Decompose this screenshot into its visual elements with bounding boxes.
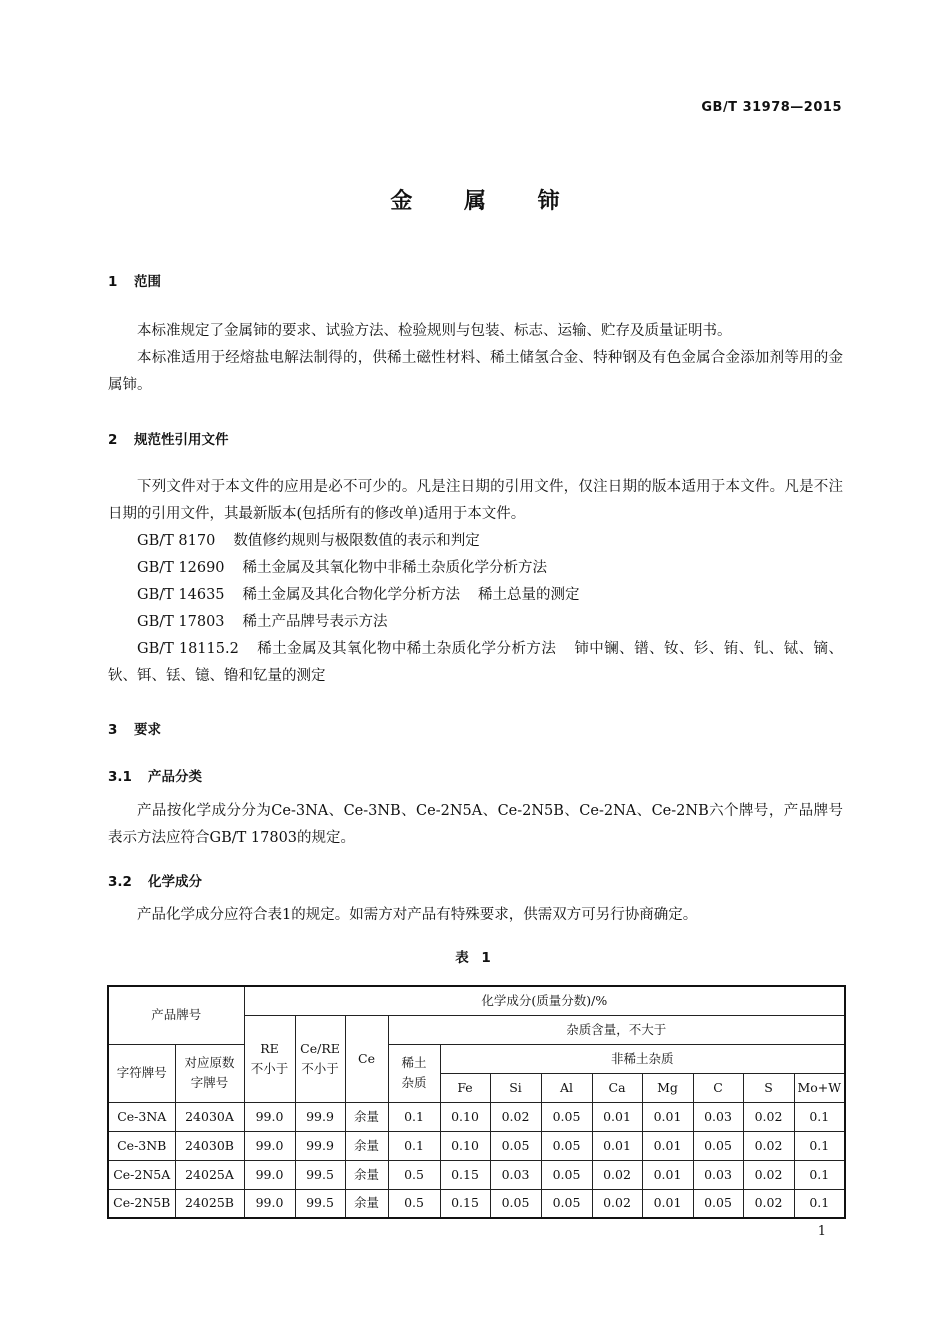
reference-code: GB/T 18115.2 [137,641,239,657]
table-cell: 0.05 [541,1160,592,1189]
table-cell: Ce-3NA [108,1102,175,1131]
table-cell: 0.05 [541,1102,592,1131]
table-row [108,1102,845,1131]
section-3-2-text: 产品化学成分应符合表1的规定。如需方对产品有特殊要求，供需双方可另行协商确定。 [137,907,698,923]
table-cell: 余量 [345,1102,388,1131]
section-number: 3.1 [108,769,132,785]
header-chem-comp: 化学成分(质量分数)/% [244,986,845,1015]
table-cell: 0.01 [592,1102,642,1131]
document-title: 金 属 铈 [390,189,582,214]
reference-item [137,609,843,636]
table-cell: 0.02 [490,1102,541,1131]
section-2-intro: 下列文件对于本文件的应用是必不可少的。凡是注日期的引用文件，仅注日期的版本适用于本文件。凡是不注日期的引用文件，其最新版本(包括所有的修改单)适用于本文件。 [108,479,843,522]
table-cell: 0.02 [743,1160,794,1189]
header-ce: Ce [345,1015,388,1102]
element-c: C [693,1073,743,1102]
table-cell: 0.03 [693,1102,743,1131]
table-caption: 表 1 [455,950,495,966]
reference-subtitle: 稀土总量的测定 [478,587,580,603]
table-cell: 0.1 [388,1131,440,1160]
section-number: 1 [108,274,118,290]
table-cell: 0.1 [794,1102,845,1131]
reference-title: 稀土金属及其氧化物中稀土杂质化学分析方法 [256,641,557,657]
table-cell: 24030A [175,1102,244,1131]
table-row [108,1189,845,1218]
table-cell: 0.05 [541,1189,592,1218]
table-cell: 0.03 [693,1160,743,1189]
table-cell: 0.10 [440,1131,490,1160]
reference-title: 稀土产品牌号表示方法 [242,614,388,630]
section-1-heading [108,270,161,290]
page-number: 1 [817,1224,826,1239]
table-cell: 余量 [345,1160,388,1189]
reference-subtitle: 铈中镧、镨、钕、钐、铕、钆、铽、镝、钬、铒、铥、镱、镥和钇量的测定 [108,641,844,684]
section-title: 化学成分 [148,874,202,890]
table-cell: 99.5 [295,1189,345,1218]
table-cell: Ce-2N5A [108,1160,175,1189]
table-cell: 0.05 [490,1189,541,1218]
header-rare-earth-impurity: 稀土 杂质 [388,1044,440,1102]
table-cell: 0.1 [794,1131,845,1160]
header-ce-re: Ce/RE 不小于 [295,1015,345,1102]
table-cell: 0.1 [388,1102,440,1131]
section-title: 要求 [134,722,161,738]
table-cell: 0.02 [743,1131,794,1160]
element-ca: Ca [592,1073,642,1102]
table-cell: 0.03 [490,1160,541,1189]
section-1-paragraph-1: 本标准规定了金属铈的要求、试验方法、检验规则与包装、标志、运输、贮存及质量证明书。 [137,323,732,339]
reference-item [108,636,843,690]
element-fe: Fe [440,1073,490,1102]
section-3-2-heading [108,870,202,890]
table-cell: 0.01 [642,1160,693,1189]
table-cell: 99.0 [244,1189,295,1218]
header-num-grade: 对应原数 字牌号 [175,1044,244,1102]
reference-item [137,555,843,582]
header-char-grade: 字符牌号 [108,1044,175,1102]
table-row [108,1131,845,1160]
table-cell: Ce-2N5B [108,1189,175,1218]
element-s: S [743,1073,794,1102]
table-body [108,1102,845,1218]
reference-title: 数值修约规则与极限数值的表示和判定 [233,533,480,549]
table-cell: 0.15 [440,1189,490,1218]
element-al: Al [541,1073,592,1102]
section-number: 3.2 [108,874,132,890]
section-3-1-text: 产品按化学成分分为Ce-3NA、Ce-3NB、Ce-2N5A、Ce-2N5B、Ce-2NA、Ce-2NB六个牌号，产品牌号表示方法应符合GB/T 17803的规定。 [108,803,843,846]
table-cell: 0.5 [388,1160,440,1189]
table-cell: 0.1 [794,1189,845,1218]
table-cell: 0.01 [642,1102,693,1131]
section-title: 范围 [134,274,161,290]
header-re: RE 不小于 [244,1015,295,1102]
table-cell: 0.01 [592,1131,642,1160]
table-cell: 0.02 [743,1189,794,1218]
reference-title: 稀土金属及其化合物化学分析方法 [242,587,461,603]
reference-code: GB/T 8170 [137,533,216,549]
table-cell: 0.02 [592,1160,642,1189]
table-cell: 0.01 [642,1131,693,1160]
header-non-rare-earth: 非稀土杂质 [440,1044,845,1073]
element-si: Si [490,1073,541,1102]
table-cell: 0.1 [794,1160,845,1189]
table-cell: 99.9 [295,1131,345,1160]
table-cell: 0.02 [743,1102,794,1131]
table-cell: 24025B [175,1189,244,1218]
table-cell: 余量 [345,1131,388,1160]
table-cell: 0.05 [693,1131,743,1160]
table-cell: 0.05 [693,1189,743,1218]
reference-item [137,582,843,609]
table-cell: 99.0 [244,1102,295,1131]
standard-code: GB/T 31978—2015 [701,100,842,115]
reference-code: GB/T 14635 [137,587,225,603]
table-cell: 24025A [175,1160,244,1189]
element-mg: Mg [642,1073,693,1102]
table-row [108,1160,845,1189]
reference-title: 稀土金属及其氧化物中非稀土杂质化学分析方法 [242,560,548,576]
table-cell: 0.05 [541,1131,592,1160]
table-cell: 0.10 [440,1102,490,1131]
table-cell: 0.5 [388,1189,440,1218]
section-1-paragraph-2: 本标准适用于经熔盐电解法制得的，供稀土磁性材料、稀土储氢合金、特种钢及有色金属合金添加剂等用的金属铈。 [108,350,843,393]
table-cell: Ce-3NB [108,1131,175,1160]
table-cell: 0.01 [642,1189,693,1218]
element-mo-w: Mo+W [794,1073,845,1102]
table-cell: 99.9 [295,1102,345,1131]
table-cell: 99.0 [244,1160,295,1189]
table-cell: 0.05 [490,1131,541,1160]
section-3-heading [108,718,161,738]
section-3-1-heading [108,765,202,785]
table-cell: 0.15 [440,1160,490,1189]
header-product-grade: 产品牌号 [108,986,244,1044]
table-cell: 24030B [175,1131,244,1160]
section-title: 规范性引用文件 [134,432,229,448]
section-2-heading [108,428,229,448]
table-cell: 99.5 [295,1160,345,1189]
table-cell: 余量 [345,1189,388,1218]
reference-code: GB/T 12690 [137,560,225,576]
table-cell: 99.0 [244,1131,295,1160]
section-title: 产品分类 [148,769,202,785]
section-number: 3 [108,722,118,738]
section-number: 2 [108,432,118,448]
table-cell: 0.02 [592,1189,642,1218]
reference-item [137,528,843,555]
chemical-composition-table [107,985,846,1219]
reference-code: GB/T 17803 [137,614,225,630]
header-impurity: 杂质含量，不大于 [388,1015,845,1044]
